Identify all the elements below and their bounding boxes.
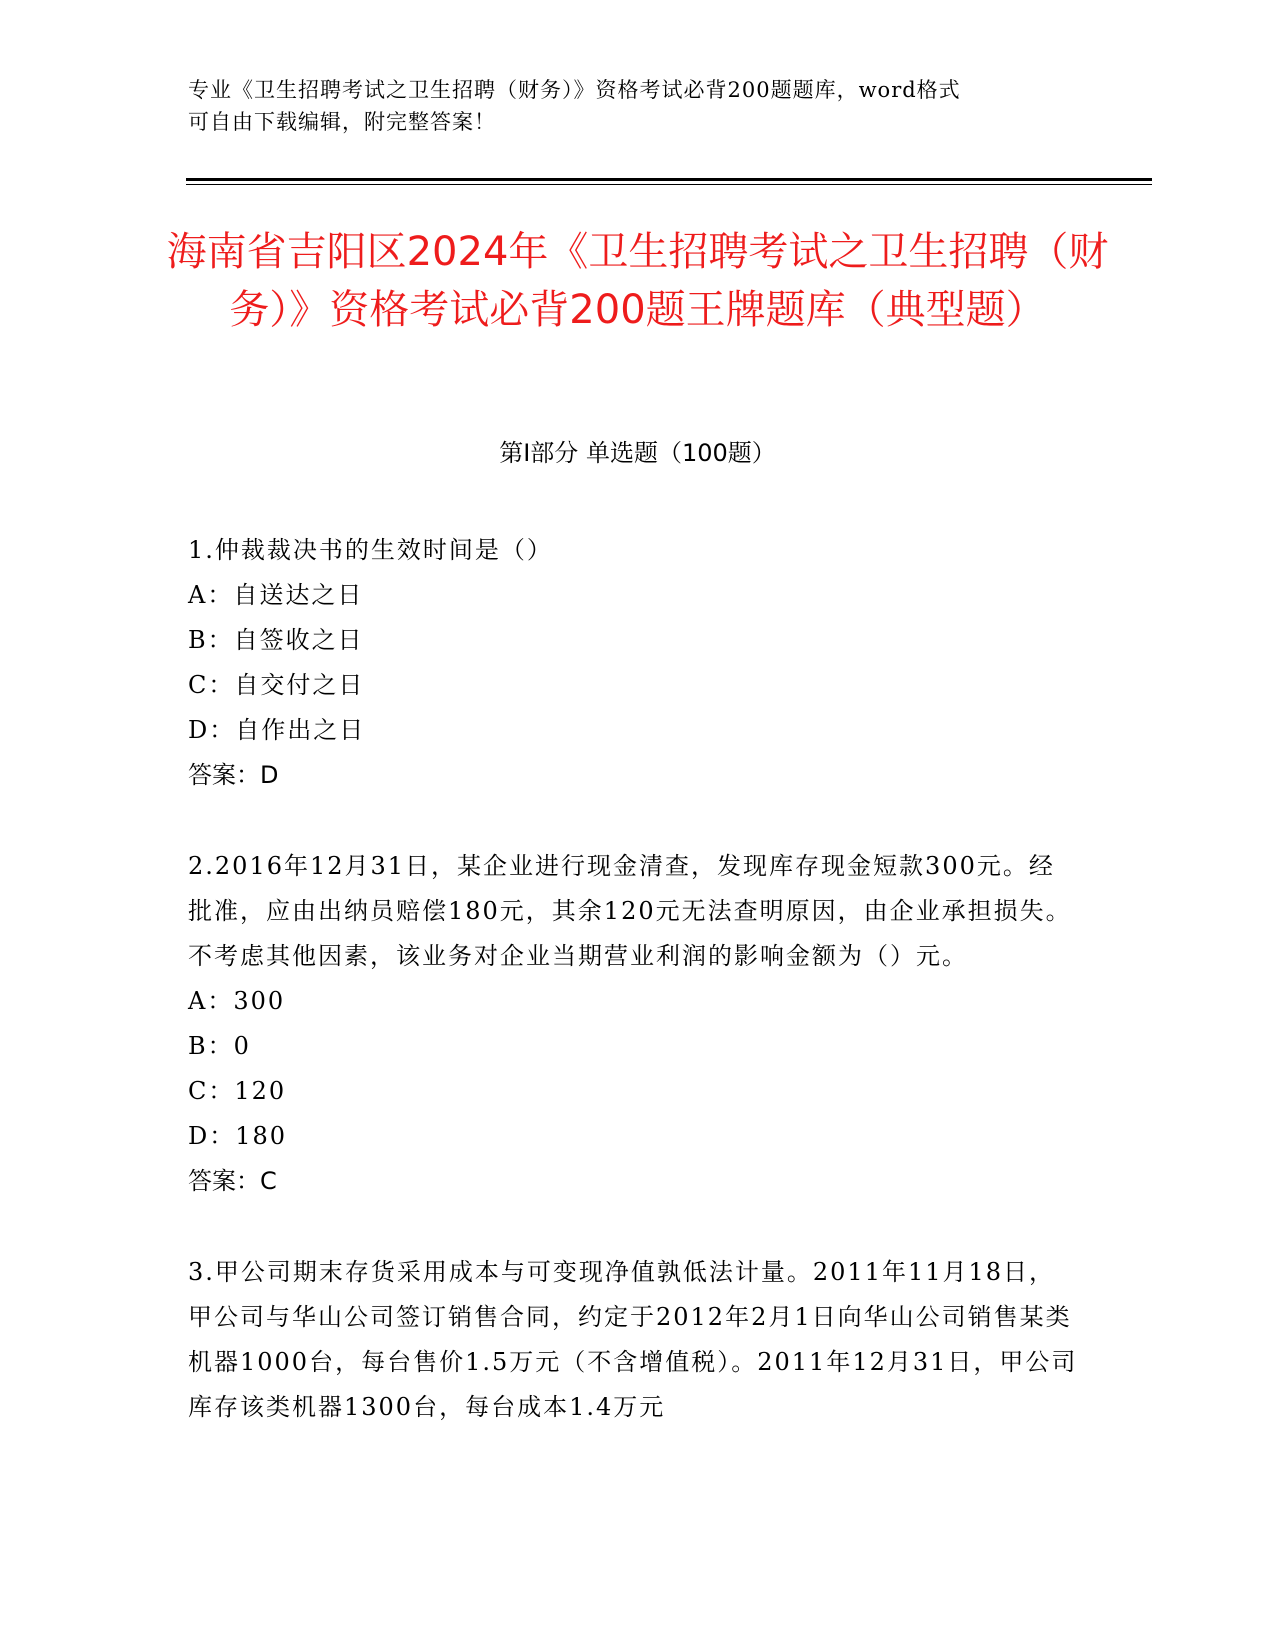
question-stem: 1.仲裁裁决书的生效时间是（）: [188, 536, 553, 564]
option-d: D：180: [188, 1122, 288, 1150]
section-title: 第Ⅰ部分 单选题（100题）: [499, 439, 776, 467]
question-3: [188, 1250, 1078, 1430]
option-a: A：自送达之日: [188, 581, 364, 609]
question-1: [188, 528, 1078, 798]
header-divider-thin: [186, 184, 1152, 185]
header-note: [188, 74, 1088, 138]
answer-line: 答案：C: [188, 1167, 277, 1195]
question-list: [188, 528, 1078, 1476]
question-2: [188, 844, 1078, 1204]
option-c: C：120: [188, 1077, 287, 1105]
header-note-line-2: 可自由下载编辑，附完整答案！: [188, 110, 496, 134]
header-note-line-1: 专业《卫生招聘考试之卫生招聘（财务）》资格考试必背200题题库，word格式: [188, 78, 961, 102]
header-divider-thick: [186, 178, 1152, 181]
option-b: B：0: [188, 1032, 251, 1060]
document-title: 海南省吉阳区2024年《卫生招聘考试之卫生招聘（财务）》资格考试必背200题王牌题库（典型题）: [166, 229, 1109, 333]
question-stem: 2.2016年12月31日，某企业进行现金清查，发现库存现金短款300元。经批准，应由出纳员赔偿180元，其余120元无法查明原因，由企业承担损失。不考虑其他因素，该业务对企业当期营业利润的影响金额为（）元。: [188, 852, 1072, 970]
option-c: C：自交付之日: [188, 671, 365, 699]
question-stem: 3.甲公司期末存货采用成本与可变现净值孰低法计量。2011年11月18日，甲公司与华山公司签订销售合同，约定于2012年2月1日向华山公司销售某类机器1000台，每台售价1.5万元（不含增值税）。2011年12月31日，甲公司库存该类机器1300台，每台成本1.4万元: [188, 1258, 1078, 1421]
option-d: D：自作出之日: [188, 716, 366, 744]
option-b: B：自签收之日: [188, 626, 364, 654]
option-a: A：300: [188, 987, 286, 1015]
answer-line: 答案：D: [188, 761, 279, 789]
